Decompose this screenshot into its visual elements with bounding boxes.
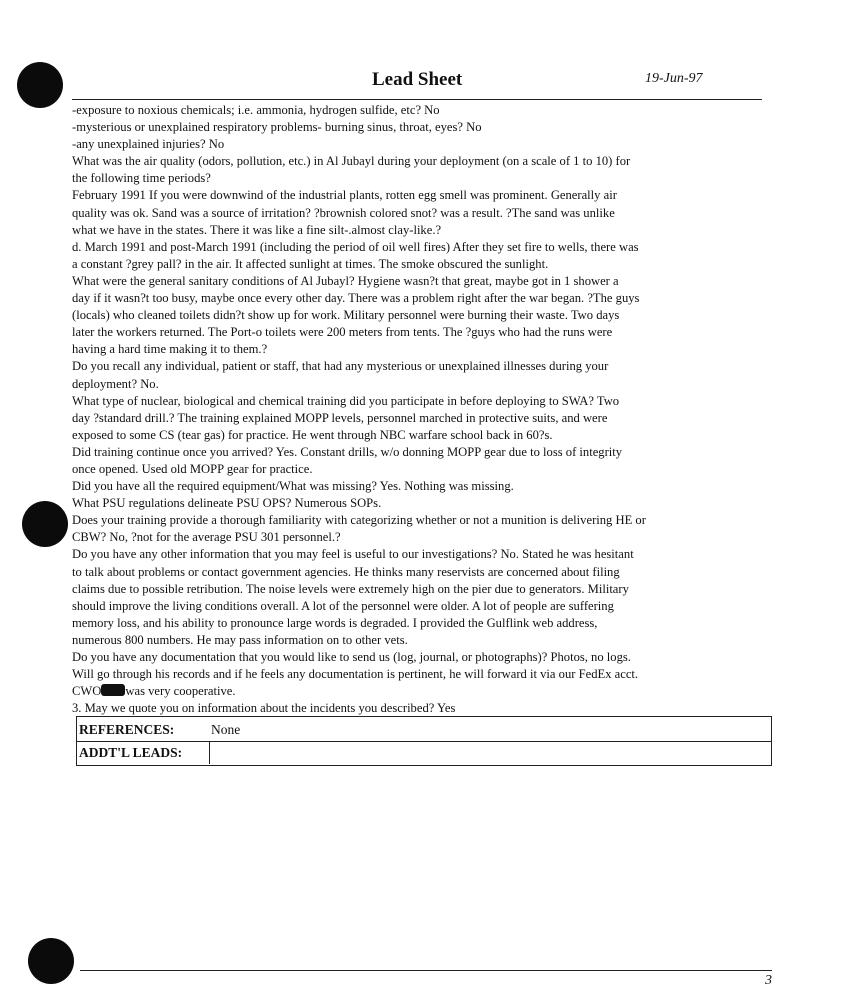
header-rule <box>72 99 762 100</box>
addtl-leads-row <box>77 742 771 764</box>
redacted-prefix: CWO <box>72 684 102 699</box>
references-value: None <box>211 722 241 737</box>
text-line: what we have in the states. There it was like a fine silt-.almost clay-like.? <box>72 222 442 237</box>
references-label: REFERENCES: <box>79 722 175 737</box>
page-number: 3 <box>765 973 772 988</box>
page-title: Lead Sheet <box>372 69 463 90</box>
text-line: claims due to possible retribution. The noise levels were extremely high on the pier due to generators. Military <box>72 581 629 596</box>
text-line: Will go through his records and if he feels any documentation is pertinent, he will forward it via our FedEx acct. <box>72 667 639 682</box>
text-line: -mysterious or unexplained respiratory problems- burning sinus, throat, eyes? No <box>72 120 482 135</box>
text-line: CBW? No, ?not for the average PSU 301 personnel.? <box>72 530 341 545</box>
text-line: to talk about problems or contact government agencies. He thinks many reservists are concerned about filing <box>72 564 620 579</box>
notes-lines <box>72 102 768 683</box>
document-date: 19-Jun-97 <box>645 71 703 86</box>
text-line: a constant ?grey pall? in the air. It affected sunlight at times. The smoke obscured the sunlight. <box>72 256 549 271</box>
redacted-suffix: was very cooperative. <box>125 684 236 699</box>
text-line: once opened. Used old MOPP gear for practice. <box>72 461 313 476</box>
references-table <box>76 716 772 766</box>
redaction-mark <box>101 684 125 696</box>
text-line: quality was ok. Sand was a source of irritation? ?brownish colored snot? was a result. ?The sand was unlike <box>72 205 615 220</box>
addtl-leads-label: ADDT'L LEADS: <box>79 745 183 760</box>
text-line: Do you have any other information that you may feel is useful to our investigations? No. Stated he was hesitant <box>72 547 634 562</box>
text-line: Do you recall any individual, patient or staff, that had any mysterious or unexplained illnesses during your <box>72 359 609 374</box>
text-line: Does your training provide a thorough familiarity with categorizing whether or not a munition is delivering HE or <box>72 513 646 528</box>
text-line: February 1991 If you were downwind of the industrial plants, rotten egg smell was prominent. Generally air <box>72 188 617 203</box>
text-line: memory loss, and his ability to pronounce large words is degraded. I provided the Gulflink web address, <box>72 615 598 630</box>
text-line: later the workers returned. The Port-o toilets were 200 meters from tents. The ?guys who had the runs were <box>72 325 613 340</box>
text-line: Did you have all the required equipment/What was missing? Yes. Nothing was missing. <box>72 479 514 494</box>
text-line: What was the air quality (odors, pollution, etc.) in Al Jubayl during your deployment (on a scale of 1 to 10) for <box>72 154 631 169</box>
punch-hole-top <box>17 62 63 108</box>
text-line: -any unexplained injuries? No <box>72 137 225 152</box>
text-line: What PSU regulations delineate PSU OPS? Numerous SOPs. <box>72 496 382 511</box>
interview-notes <box>72 102 768 717</box>
final-question-line: 3. May we quote you on information about the incidents you described? Yes <box>72 701 456 716</box>
addtl-leads-divider <box>209 742 210 764</box>
redacted-line <box>72 683 768 700</box>
punch-hole-middle <box>22 501 68 547</box>
text-line: the following time periods? <box>72 171 211 186</box>
text-line: -exposure to noxious chemicals; i.e. ammonia, hydrogen sulfide, etc? No <box>72 103 440 117</box>
text-line: (locals) who cleaned toilets didn?t show up for work. Military personnel were burning their waste. Two days <box>72 308 620 323</box>
text-line: Did training continue once you arrived? Yes. Constant drills, w/o donning MOPP gear due to loss of integrity <box>72 444 623 459</box>
text-line: day ?standard drill.? The training explained MOPP levels, personnel marched in protective suits, and were <box>72 410 608 425</box>
text-line: Do you have any documentation that you would like to send us (log, journal, or photographs)? Photos, no logs. <box>72 650 631 664</box>
text-line: deployment? No. <box>72 376 159 391</box>
text-line: What type of nuclear, biological and chemical training did you participate in before deploying to SWA? Two <box>72 393 620 408</box>
text-line: having a hard time making it to them.? <box>72 342 268 357</box>
text-line: should improve the living conditions overall. A lot of the personnel were older. A lot of people are suffering <box>72 598 614 613</box>
footer-rule <box>80 970 772 971</box>
text-line: What were the general sanitary conditions of Al Jubayl? Hygiene wasn?t that great, maybe got in 1 shower a <box>72 273 619 288</box>
text-line: exposed to some CS (tear gas) for practice. He went through NBC warfare school back in 60?s. <box>72 427 553 442</box>
text-line: numerous 800 numbers. He may pass information on to other vets. <box>72 632 408 647</box>
punch-hole-bottom <box>28 938 74 984</box>
references-row <box>77 719 771 742</box>
text-line: d. March 1991 and post-March 1991 (including the period of oil well fires) After they set fire to wells, there was <box>72 239 639 254</box>
text-line: day if it wasn?t too busy, maybe once every other day. There was a problem right after the war began. ?The guys <box>72 291 640 306</box>
